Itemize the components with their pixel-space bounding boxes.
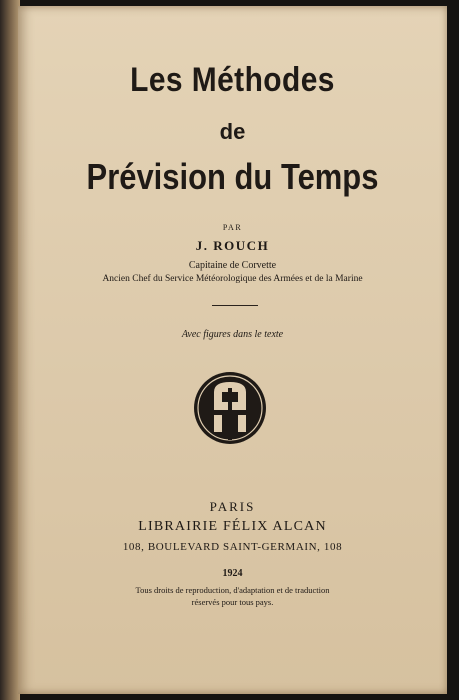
title-line-3: Prévision du Temps bbox=[86, 156, 379, 197]
author-name: J. ROUCH bbox=[195, 238, 270, 253]
title-line-2: de bbox=[219, 119, 246, 144]
title-page bbox=[18, 6, 447, 694]
publisher-monogram-icon bbox=[192, 370, 268, 451]
title-line-1: Les Méthodes bbox=[130, 61, 335, 99]
figures-note: Avec figures dans le texte bbox=[181, 329, 284, 340]
rights-line-1: Tous droits de reproduction, d'adaptation et de traduction bbox=[135, 585, 330, 595]
imprint-city: PARIS bbox=[209, 499, 256, 514]
author-rank: Capitaine de Corvette bbox=[188, 260, 277, 271]
rights-line-2: réservés pour tous pays. bbox=[191, 597, 274, 607]
imprint-year: 1924 bbox=[222, 568, 243, 579]
by-label: PAR bbox=[222, 223, 243, 232]
author-affiliation: Ancien Chef du Service Météorologique des Armées et de la Marine bbox=[102, 274, 363, 284]
imprint-publisher: LIBRAIRIE FÉLIX ALCAN bbox=[138, 519, 327, 534]
imprint-address: 108, BOULEVARD SAINT-GERMAIN, 108 bbox=[122, 541, 343, 553]
divider-rule bbox=[212, 305, 258, 306]
book-spine bbox=[0, 0, 20, 700]
